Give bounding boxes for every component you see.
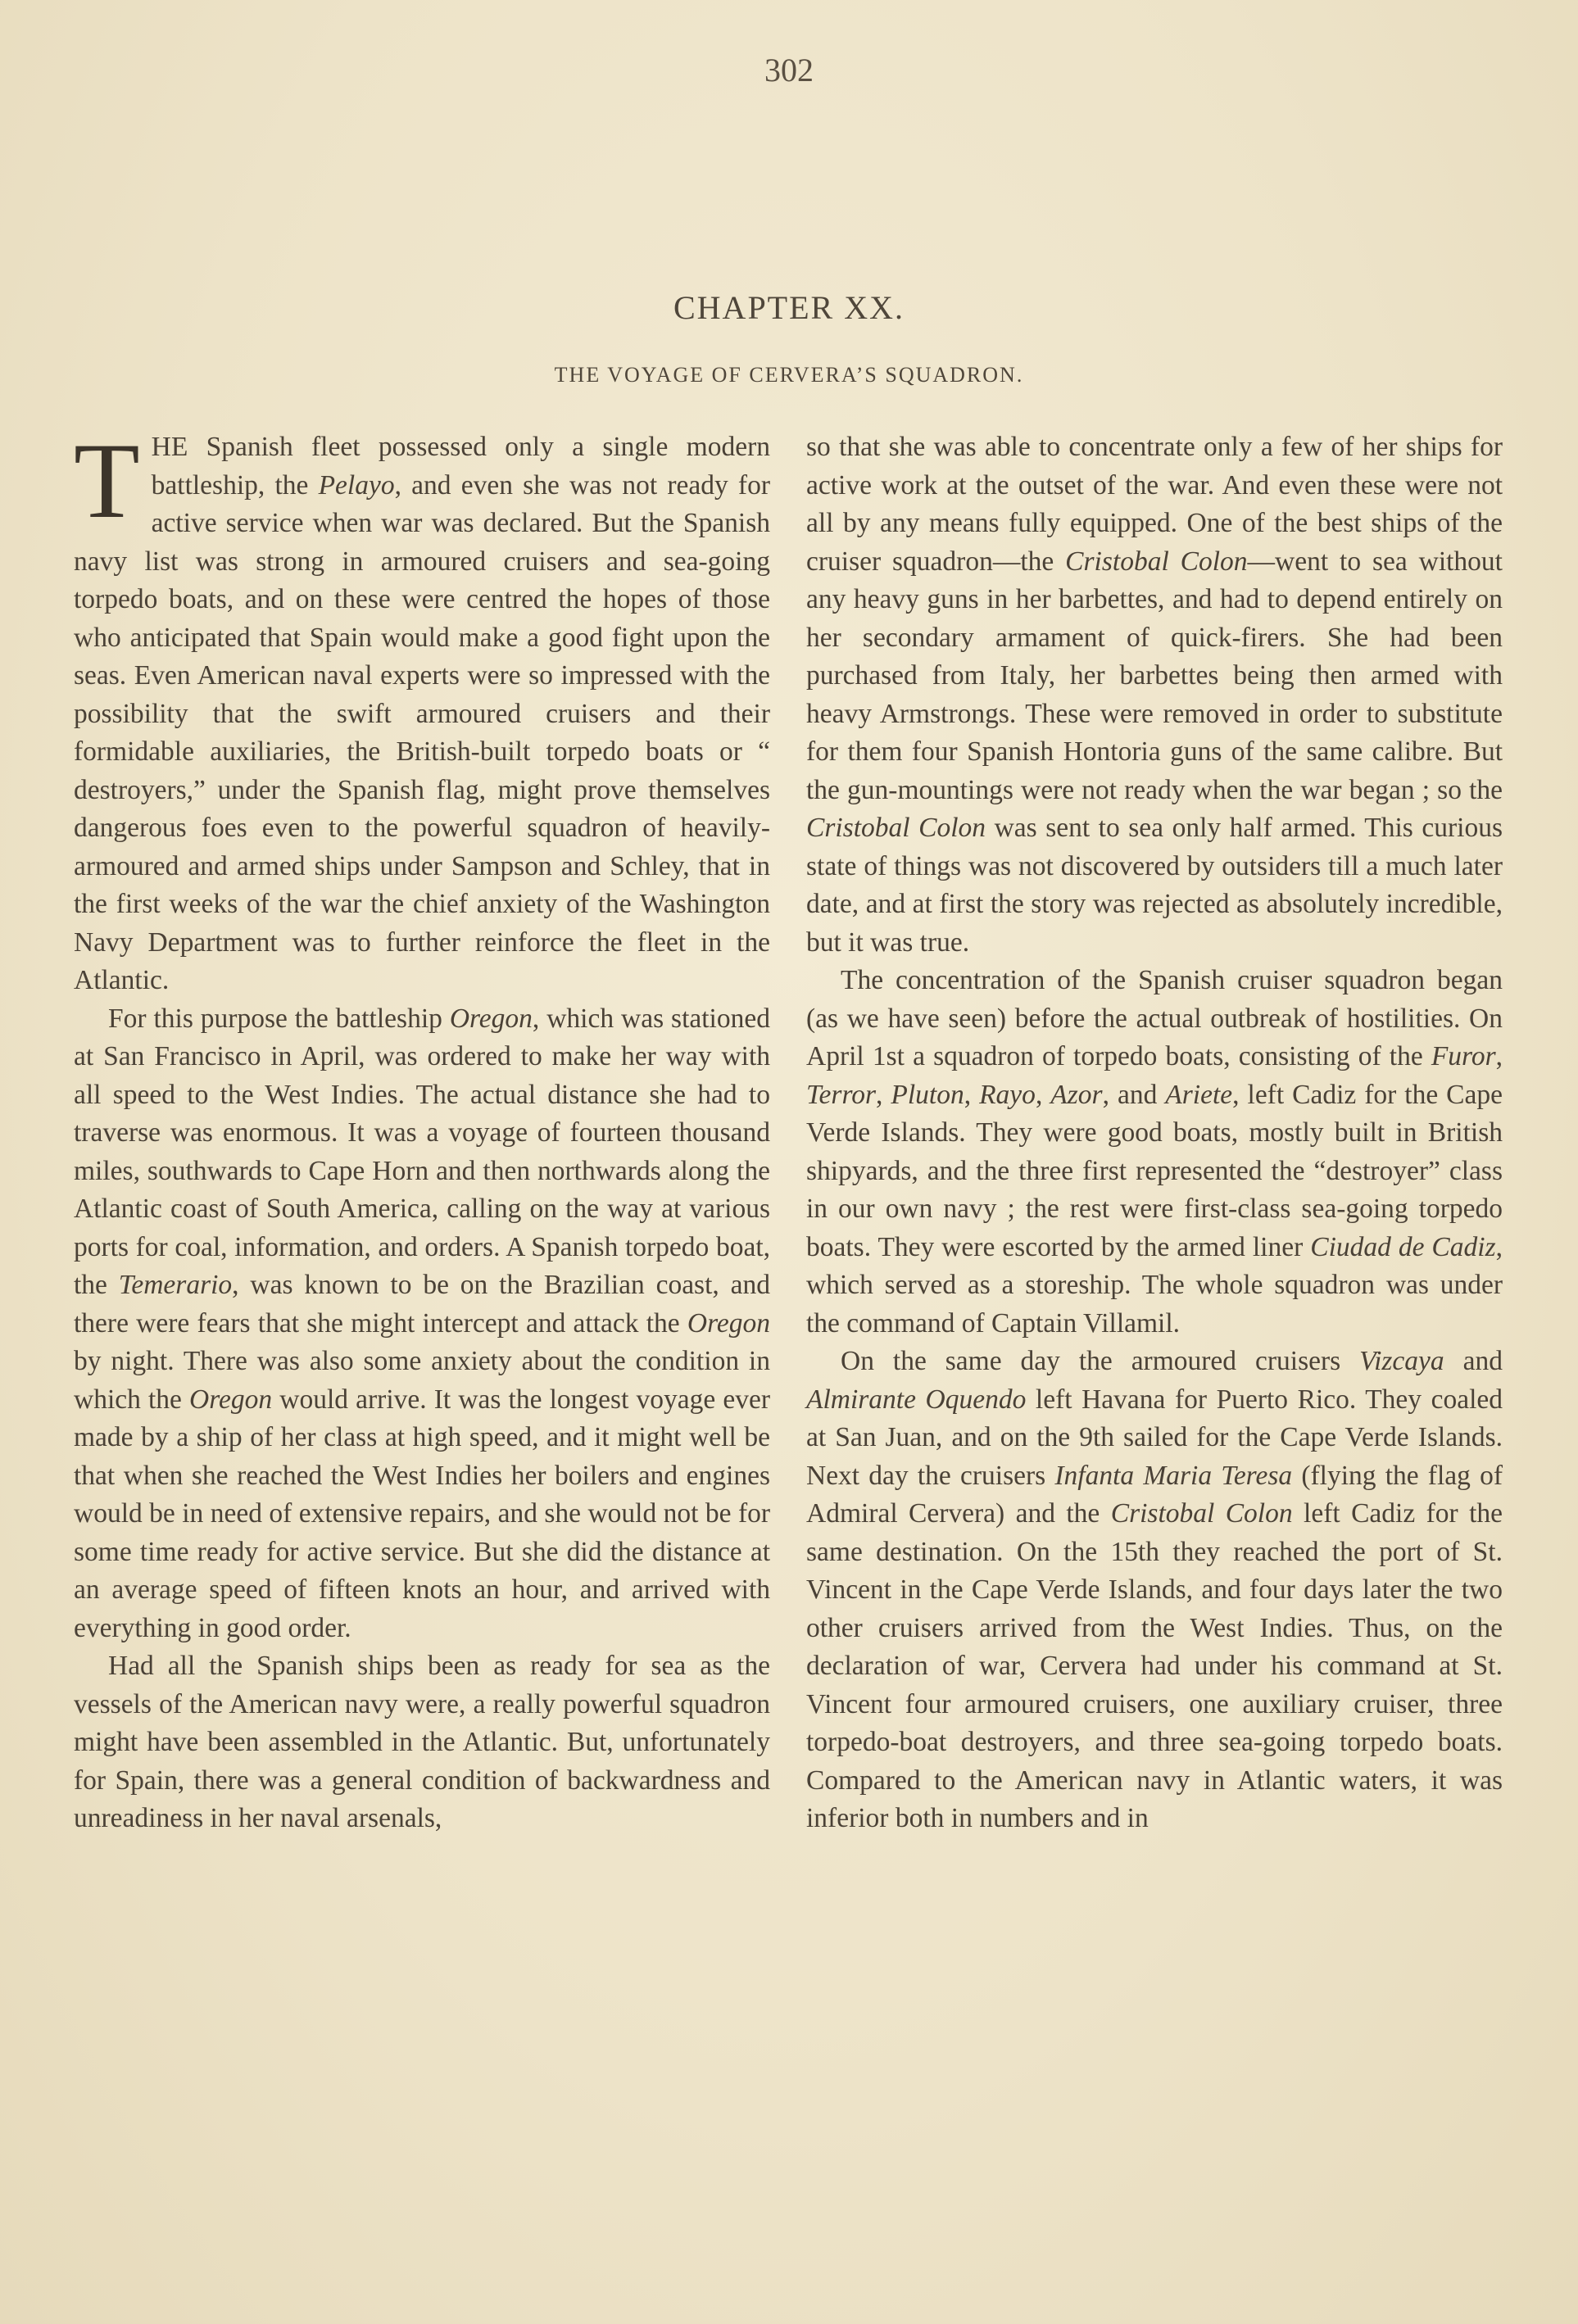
text-run: —went to sea without any heavy guns in her barbettes, and had to depend entirely on her secondary armament of quick-firers. She had been purchased from Italy, her barbettes being then armed with heavy Armstrongs. These were removed in order to substitute for them four Spanish Hontoria guns of the same calibre. But the gun-mountings were not ready when the war began ; so the bbox=[806, 546, 1503, 805]
ship-name: Pelayo bbox=[318, 469, 395, 501]
ship-name: Cristobal Colon bbox=[1065, 546, 1248, 577]
text-run: so that she was able to concentrate only a few of her ships for active work at the outset of the war. And even these were not all by any means fully equipped. One of the best ships of the cruiser squadron—the bbox=[806, 432, 1503, 577]
text-run: left Cadiz for the same destination. On the 15th they reached the port of St. Vincent in the Cape Verde Islands, and four days later the two other cruisers arrived from the West Indies. Thus, on the declaration of war, Cervera had under his command at St. Vincent four armoured cruisers, one auxiliary cruiser, three torpedo-boat destroyers, and three sea-going torpedo boats. Compared to the American navy in Atlantic waters, it was inferior both in numbers and in bbox=[806, 1498, 1503, 1833]
drop-cap: T bbox=[74, 420, 140, 541]
paragraph bbox=[806, 962, 1503, 1343]
text-run: Had all the Spanish ships been as ready for sea as the vessels of the American navy were, a really powerful squadron might have been assembled in the Atlantic. But, unfortunately for Spain, there was a general condition of backwardness and unreadiness in her naval arsenals, bbox=[74, 1651, 770, 1833]
text-run: , which served as a storeship. The whole squadron was under the command of Captain Villamil. bbox=[806, 1231, 1503, 1339]
ship-name: Oregon bbox=[687, 1307, 770, 1339]
ship-name: Almirante Oquendo bbox=[806, 1384, 1027, 1415]
paragraph bbox=[74, 1647, 770, 1838]
text-run: , and even she was not ready for active service when war was declared. But the Spanish navy list was strong in armoured cruisers and sea-going torpedo boats, and on these were centred the hopes of those who anticipated that Spain would make a good fight upon the seas. Even American naval experts were so impressed with the possibility that the swift armoured cruisers and their formidable auxiliaries, the British-built torpedo boats or “ destroyers,” under the Spanish flag, might prove themselves dangerous foes even to the powerful squadron of heavily-armoured and armed ships under Sampson and Schley, that in the first weeks of the war the chief anxiety of the Washington Navy Department was to further reinforce the fleet in the Atlantic. bbox=[74, 469, 770, 995]
paragraph bbox=[74, 1000, 770, 1648]
ship-name: Furor bbox=[1431, 1041, 1496, 1071]
text-run: (flying the flag of Admiral Cervera) and the bbox=[806, 1460, 1503, 1529]
text-run: For this purpose the battleship bbox=[108, 1003, 450, 1034]
text-run: was sent to sea only half armed. This curious state of things was not discovered by outsiders till a much later date, and at first the story was rejected as absolutely incredible, but it was true. bbox=[806, 813, 1503, 958]
text-run: , bbox=[876, 1079, 891, 1110]
paragraph-text bbox=[74, 420, 770, 995]
ship-name: Ciudad de Cadiz bbox=[1310, 1231, 1496, 1262]
chapter-title: CHAPTER XX. bbox=[673, 289, 905, 326]
text-run: left Havana for Puerto Rico. They coaled at San Juan, and on the 9th sailed for the Cape Verde Islands. Next day the cruisers bbox=[806, 1384, 1503, 1491]
text-run: and bbox=[1444, 1346, 1503, 1376]
right-column bbox=[806, 428, 1503, 1838]
text-run: , was known to be on the Brazilian coast, and there were fears that she might intercept and attack the bbox=[74, 1270, 771, 1339]
left-column bbox=[74, 420, 771, 1838]
text-run: would arrive. It was the longest voyage ever made by a ship of her class at high speed, and it might well be that when she reached the West Indies her boilers and engines would be in need of extensive repairs, and she would not be for some time ready for active service. But she did the distance at an average speed of fifteen knots an hour, and arrived with everything in good order. bbox=[74, 1384, 771, 1643]
paragraph bbox=[806, 1343, 1503, 1838]
chapter-subtitle: THE VOYAGE OF CERVERA’S SQUADRON. bbox=[554, 363, 1024, 387]
text-run: , and bbox=[1102, 1079, 1166, 1110]
ship-name: Rayo bbox=[979, 1079, 1036, 1110]
ship-name: Infanta Maria Teresa bbox=[1054, 1460, 1293, 1491]
ship-name: Vizcaya bbox=[1359, 1346, 1444, 1376]
text-run: , which was stationed at San Francisco in April, was ordered to make her way with all speed to the West Indies. The actual distance she had to traverse was enormous. It was a voyage of fourteen thousand miles, southwards to Cape Horn and then northwards along the Atlantic coast of South America, calling on the way at various ports for coal, information, and orders. A Spanish torpedo boat, the bbox=[74, 1003, 770, 1300]
paragraph bbox=[806, 428, 1503, 962]
text-run: The concentration of the Spanish cruiser squadron began (as we have seen) before the actual outbreak of hostilities. On April 1st a squadron of torpedo boats, consisting of the bbox=[806, 965, 1503, 1071]
ship-name: Oregon bbox=[189, 1384, 273, 1415]
paragraph bbox=[74, 420, 770, 1000]
text-run: , left Cadiz for the Cape Verde Islands. They were good boats, mostly built in British shipyards, and the three first represented the “destroyer” class in our own navy ; the rest were first-class sea-going torpedo boats. They were escorted by the armed liner bbox=[806, 1079, 1503, 1262]
page-number: 302 bbox=[764, 52, 814, 88]
ship-name: Terror bbox=[806, 1079, 877, 1110]
text-run: HE Spanish fleet possessed only a single modern battleship, the bbox=[151, 432, 770, 501]
text-run: , bbox=[964, 1079, 980, 1110]
ship-name: Cristobal Colon bbox=[806, 813, 986, 843]
ship-name: Oregon bbox=[449, 1003, 533, 1034]
text-run: by night. There was also some anxiety about the condition in which the bbox=[74, 1346, 770, 1415]
text-run: , bbox=[1495, 1041, 1503, 1071]
text-run: On the same day the armoured cruisers bbox=[841, 1346, 1360, 1376]
ship-name: Azor bbox=[1050, 1079, 1103, 1110]
ship-name: Temerario bbox=[118, 1270, 233, 1300]
ship-name: Ariete bbox=[1165, 1079, 1233, 1110]
ship-name: Pluton bbox=[891, 1079, 964, 1110]
text-run: , bbox=[1035, 1079, 1051, 1110]
ship-name: Cristobal Colon bbox=[1110, 1498, 1293, 1529]
